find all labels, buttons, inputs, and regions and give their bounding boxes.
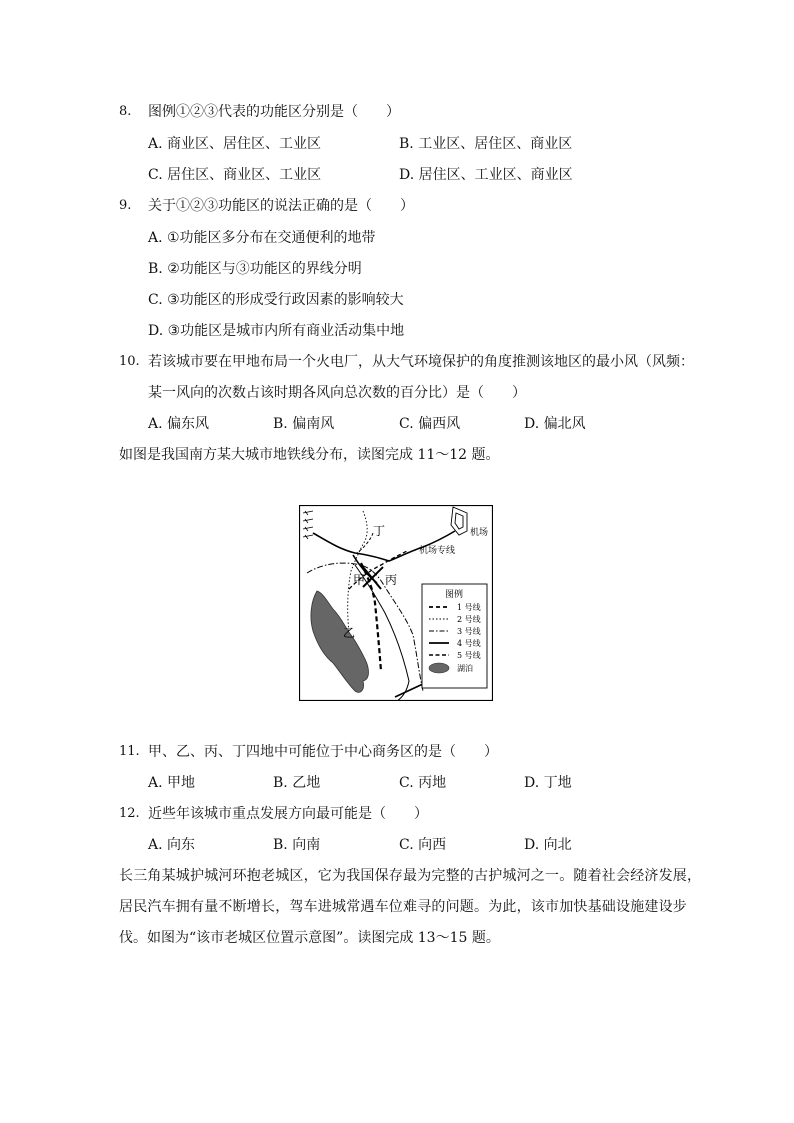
- question-number: 9.: [119, 198, 132, 213]
- subway-map-figure: [299, 505, 493, 701]
- label-jia: 甲: [353, 573, 366, 587]
- question-number: 12.: [119, 806, 140, 821]
- legend-item: 湖泊: [457, 664, 473, 673]
- option-a: A. 偏东风: [148, 416, 210, 432]
- question-number: 10.: [119, 354, 140, 369]
- option-a: A. 甲地: [148, 775, 196, 791]
- label-airport: 机场: [470, 528, 489, 538]
- option-b: B. 偏南风: [273, 416, 335, 432]
- label-bing: 丙: [385, 573, 398, 587]
- question-stem: 关于①②③功能区的说法正确的是（ ）: [148, 198, 414, 214]
- legend-item: 4 号线: [457, 639, 481, 648]
- option-a: A. 向东: [148, 837, 196, 853]
- question-stem-continued: 某一风向的次数占该时期各风向总次数的百分比）是（ ）: [148, 385, 526, 401]
- label-yi: 乙: [343, 626, 356, 640]
- option-d: D. 丁地: [524, 775, 572, 791]
- question-stem: 图例①②③代表的功能区分别是（ ）: [148, 104, 400, 120]
- label-airport-line: 机场专线: [419, 546, 456, 556]
- section-intro: 如图是我国南方某大城市地铁线分布，读图完成 11～12 题。: [119, 447, 500, 463]
- option-c: C. 居住区、商业区、工业区: [148, 167, 322, 183]
- legend-item: 5 号线: [457, 651, 481, 660]
- label-ding: 丁: [373, 524, 386, 538]
- option-d: D. ③功能区是城市内所有商业活动集中地: [148, 323, 405, 339]
- option-c: C. 偏西风: [399, 416, 461, 432]
- option-d: D. 偏北风: [524, 416, 586, 432]
- question-stem: 甲、乙、丙、丁四地中可能位于中心商务区的是（ ）: [148, 744, 498, 760]
- legend-title: 图例: [445, 590, 464, 600]
- legend-item: 3 号线: [457, 627, 481, 636]
- question-stem: 若该城市要在甲地布局一个火电厂，从大气环境保护的角度推测该地区的最小风（风频：: [148, 354, 694, 370]
- option-b: B. 向南: [273, 837, 321, 853]
- legend-item: 2 号线: [457, 615, 481, 624]
- option-b: B. ②功能区与③功能区的界线分明: [148, 261, 362, 277]
- option-b: B. 乙地: [273, 775, 321, 791]
- option-d: D. 居住区、工业区、商业区: [399, 167, 573, 183]
- option-a: A. 商业区、居住区、工业区: [148, 136, 322, 152]
- question-stem: 近些年该城市重点发展方向最可能是（ ）: [148, 806, 428, 822]
- option-c: C. ③功能区的形成受行政因素的影响较大: [148, 292, 404, 308]
- option-d: D. 向北: [524, 837, 572, 853]
- option-a: A. ①功能区多分布在交通便利的地带: [148, 230, 376, 246]
- paragraph-line: 伐。如图为“该市老城区位置示意图”。读图完成 13～15 题。: [119, 930, 500, 946]
- question-number: 8.: [119, 104, 132, 119]
- legend: [422, 584, 487, 688]
- paragraph-line: 居民汽车拥有量不断增长，驾车进城常遇车位难寻的问题。为此，该市加快基础设施建设步: [119, 899, 687, 915]
- legend-item: 1 号线: [457, 603, 481, 612]
- option-b: B. 工业区、居住区、商业区: [399, 136, 573, 152]
- question-number: 11.: [119, 744, 140, 759]
- option-c: C. 丙地: [399, 775, 447, 791]
- option-c: C. 向西: [399, 837, 447, 853]
- paragraph-line: 长三角某城护城河环抱老城区，它为我国保存最为完整的古护城河之一。随着社会经济发展，: [119, 868, 702, 884]
